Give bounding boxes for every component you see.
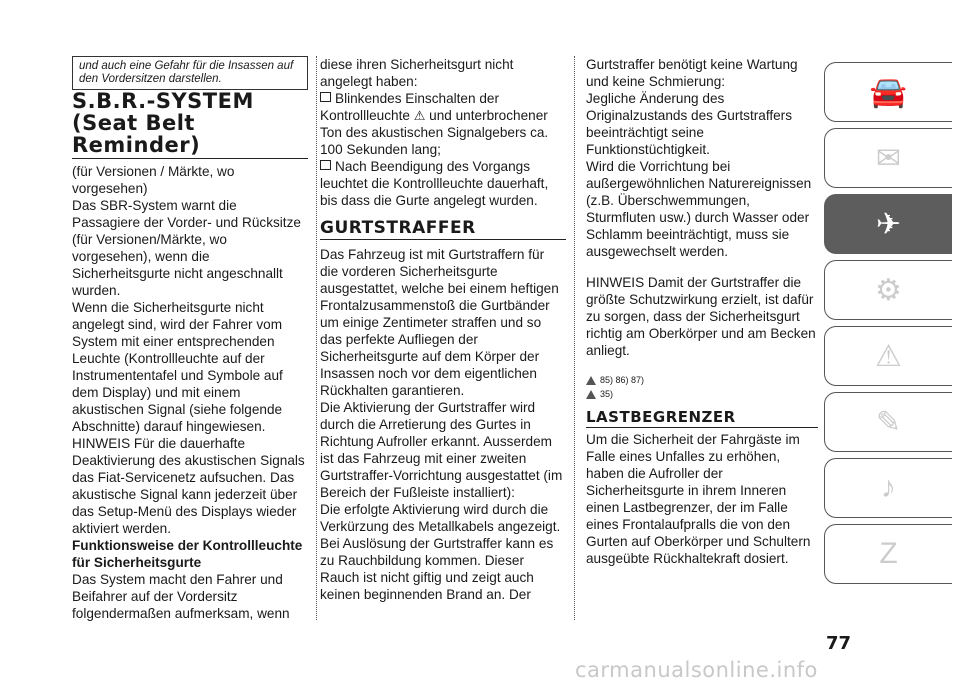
paragraph: Um die Sicherheit der Fahrgäste im Falle eines Unfalles zu erhöhen, haben die Aufroller der Sicherheitsgurte in ihrem Inneren einen Lastbegrenzer, der im Falle eines Frontalaufpralls die von den Gurten auf Oberkörper und Schultern ausgeübte Rückhaltekraft dosiert. <box>586 432 811 566</box>
starting-driving-icon: ⚙ <box>875 273 902 307</box>
car-icon: 🚘 <box>869 75 908 109</box>
continuation-note: und auch eine Gefahr für die Insassen auf den Vordersitzen darstellen. <box>72 56 308 90</box>
title-line-2: (Seat Belt <box>72 111 195 135</box>
column-divider <box>316 56 317 620</box>
column-2 <box>320 56 566 603</box>
warning-references: 85) 86) 87) <box>586 373 818 387</box>
caution-references: 35) <box>586 387 818 401</box>
note-paragraph: HINWEIS Damit der Gurtstraffer die größte Schutzwirkung erzielt, ist dafür zu sorgen, dass der Sicherheitsgurt richtig am Oberkörper und am Becken anliegt. <box>586 275 816 358</box>
bullet-square-icon <box>320 160 331 170</box>
seatbelt-warning-icon: ⚠ <box>413 108 426 123</box>
paragraph: Jegliche Änderung des Originalzustands des Gurtstraffers beeinträchtigt seine Funktionstüchtigkeit. <box>586 91 793 157</box>
caution-triangle-icon <box>586 390 596 399</box>
instrument-cluster-icon: ✉ <box>875 141 902 175</box>
index-icon: Z <box>879 537 898 570</box>
safety-seatbelt-icon: ✈ <box>875 207 902 241</box>
chapter-tab[interactable] <box>824 260 952 320</box>
emergency-icon: ⚠ <box>875 339 902 373</box>
heading-lastbegrenzer: LASTBEGRENZER <box>586 407 818 428</box>
chapter-tab[interactable] <box>824 62 952 122</box>
subheading: Funktionsweise der Kontrollleuchte für Sicherheitsgurte <box>72 538 303 570</box>
multimedia-icon: ♪ <box>881 471 896 504</box>
chapter-tab[interactable] <box>824 194 952 254</box>
column-1 <box>72 56 308 622</box>
chapter-tab[interactable] <box>824 326 952 386</box>
chapter-tab[interactable] <box>824 458 952 518</box>
paragraph: Das Fahrzeug ist mit Gurtstraffern für die vorderen Sicherheitsgurte ausgestattet, welche bei einem heftigen Frontalzusammenstoß die Gurtbänder um einige Zentimeter straffen und so das perfekte Aufliegen der Sicherheitsgurte auf dem Körper der Insassen noch vor dem eigentlichen Rückhalten garantieren. <box>320 247 559 398</box>
section-title <box>72 90 308 159</box>
paragraph: Gurtstraffer benötigt keine Wartung und keine Schmierung: <box>586 57 798 89</box>
bullet-item: Blinkendes Einschalten der Kontrollleuchte ⚠ und unterbrochener Ton des akustischen Signalgebers ca. 100 Sekunden lang; <box>320 91 549 157</box>
warning-triangle-icon <box>586 376 596 385</box>
chapter-tabs <box>824 62 956 590</box>
paragraph: Die erfolgte Aktivierung wird durch die Verkürzung des Metallkabels angezeigt. Bei Auslösung der Gurtstraffer kann es zu Rauchbildung kommen. Dieser Rauch ist nicht giftig und zeigt auch keinen beginnenden Brand an. Der <box>320 502 561 602</box>
paragraph: (für Versionen / Märkte, wo vorgesehen) <box>72 164 235 196</box>
paragraph: Das System macht den Fahrer und Beifahrer auf der Vordersitz folgendermaßen aufmerksam, wenn <box>72 572 290 621</box>
paragraph: diese ihren Sicherheitsgurt nicht angelegt haben: <box>320 57 514 89</box>
column-divider <box>574 56 575 620</box>
title-line-3: Reminder) <box>72 133 201 157</box>
maintenance-icon: ✎ <box>875 405 902 439</box>
bullet-square-icon <box>320 92 331 102</box>
bullet-item: Nach Beendigung des Vorgangs leuchtet die Kontrollleuchte dauerhaft, bis dass die Gurte angelegt wurden. <box>320 159 549 208</box>
heading-gurtstraffer: GURTSTRAFFER <box>320 217 566 240</box>
paragraph: Die Aktivierung der Gurtstraffer wird durch die Arretierung des Gurtes in Richtung Aufroller erkannt. Ausserdem ist das Fahrzeug mit einer zweiten Gurtstraffer-Vorrichtung ausgestattet (im Bereich der Fußleiste installiert): <box>320 400 563 500</box>
column-3 <box>586 56 818 567</box>
title-line-1: S.B.R.-SYSTEM <box>72 89 254 113</box>
watermark: carmanualsonline.info <box>575 658 818 682</box>
chapter-tab[interactable] <box>824 524 952 584</box>
page-number: 77 <box>826 633 852 654</box>
paragraph: Das SBR-System warnt die Passagiere der Vorder- und Rücksitze (für Versionen/Märkte, wo vorgesehen), wenn die Sicherheitsgurte nicht angeschnallt wurden. <box>72 198 301 298</box>
paragraph: Wird die Vorrichtung bei außergewöhnlichen Naturereignissen (z.B. Überschwemmungen, Sturmfluten usw.) durch Wasser oder Schlamm beeinträchtigt, muss sie ausgewechselt werden. <box>586 159 812 259</box>
paragraph: Wenn die Sicherheitsgurte nicht angelegt sind, wird der Fahrer vom System mit einer entsprechenden Leuchte (Kontrollleuchte auf der Instrumententafel und Symbole auf dem Display) und mit einem akustischen Signal (siehe folgende Abschnitte) darauf hingewiesen. <box>72 300 283 434</box>
chapter-tab[interactable] <box>824 128 952 188</box>
note-paragraph: HINWEIS Für die dauerhafte Deaktivierung des akustischen Signals das Fiat-Servicenetz aufsuchen. Das akustische Signal kann jederzeit über das Setup-Menü des Displays wieder aktiviert werden. <box>72 436 305 536</box>
chapter-tab[interactable] <box>824 392 952 452</box>
